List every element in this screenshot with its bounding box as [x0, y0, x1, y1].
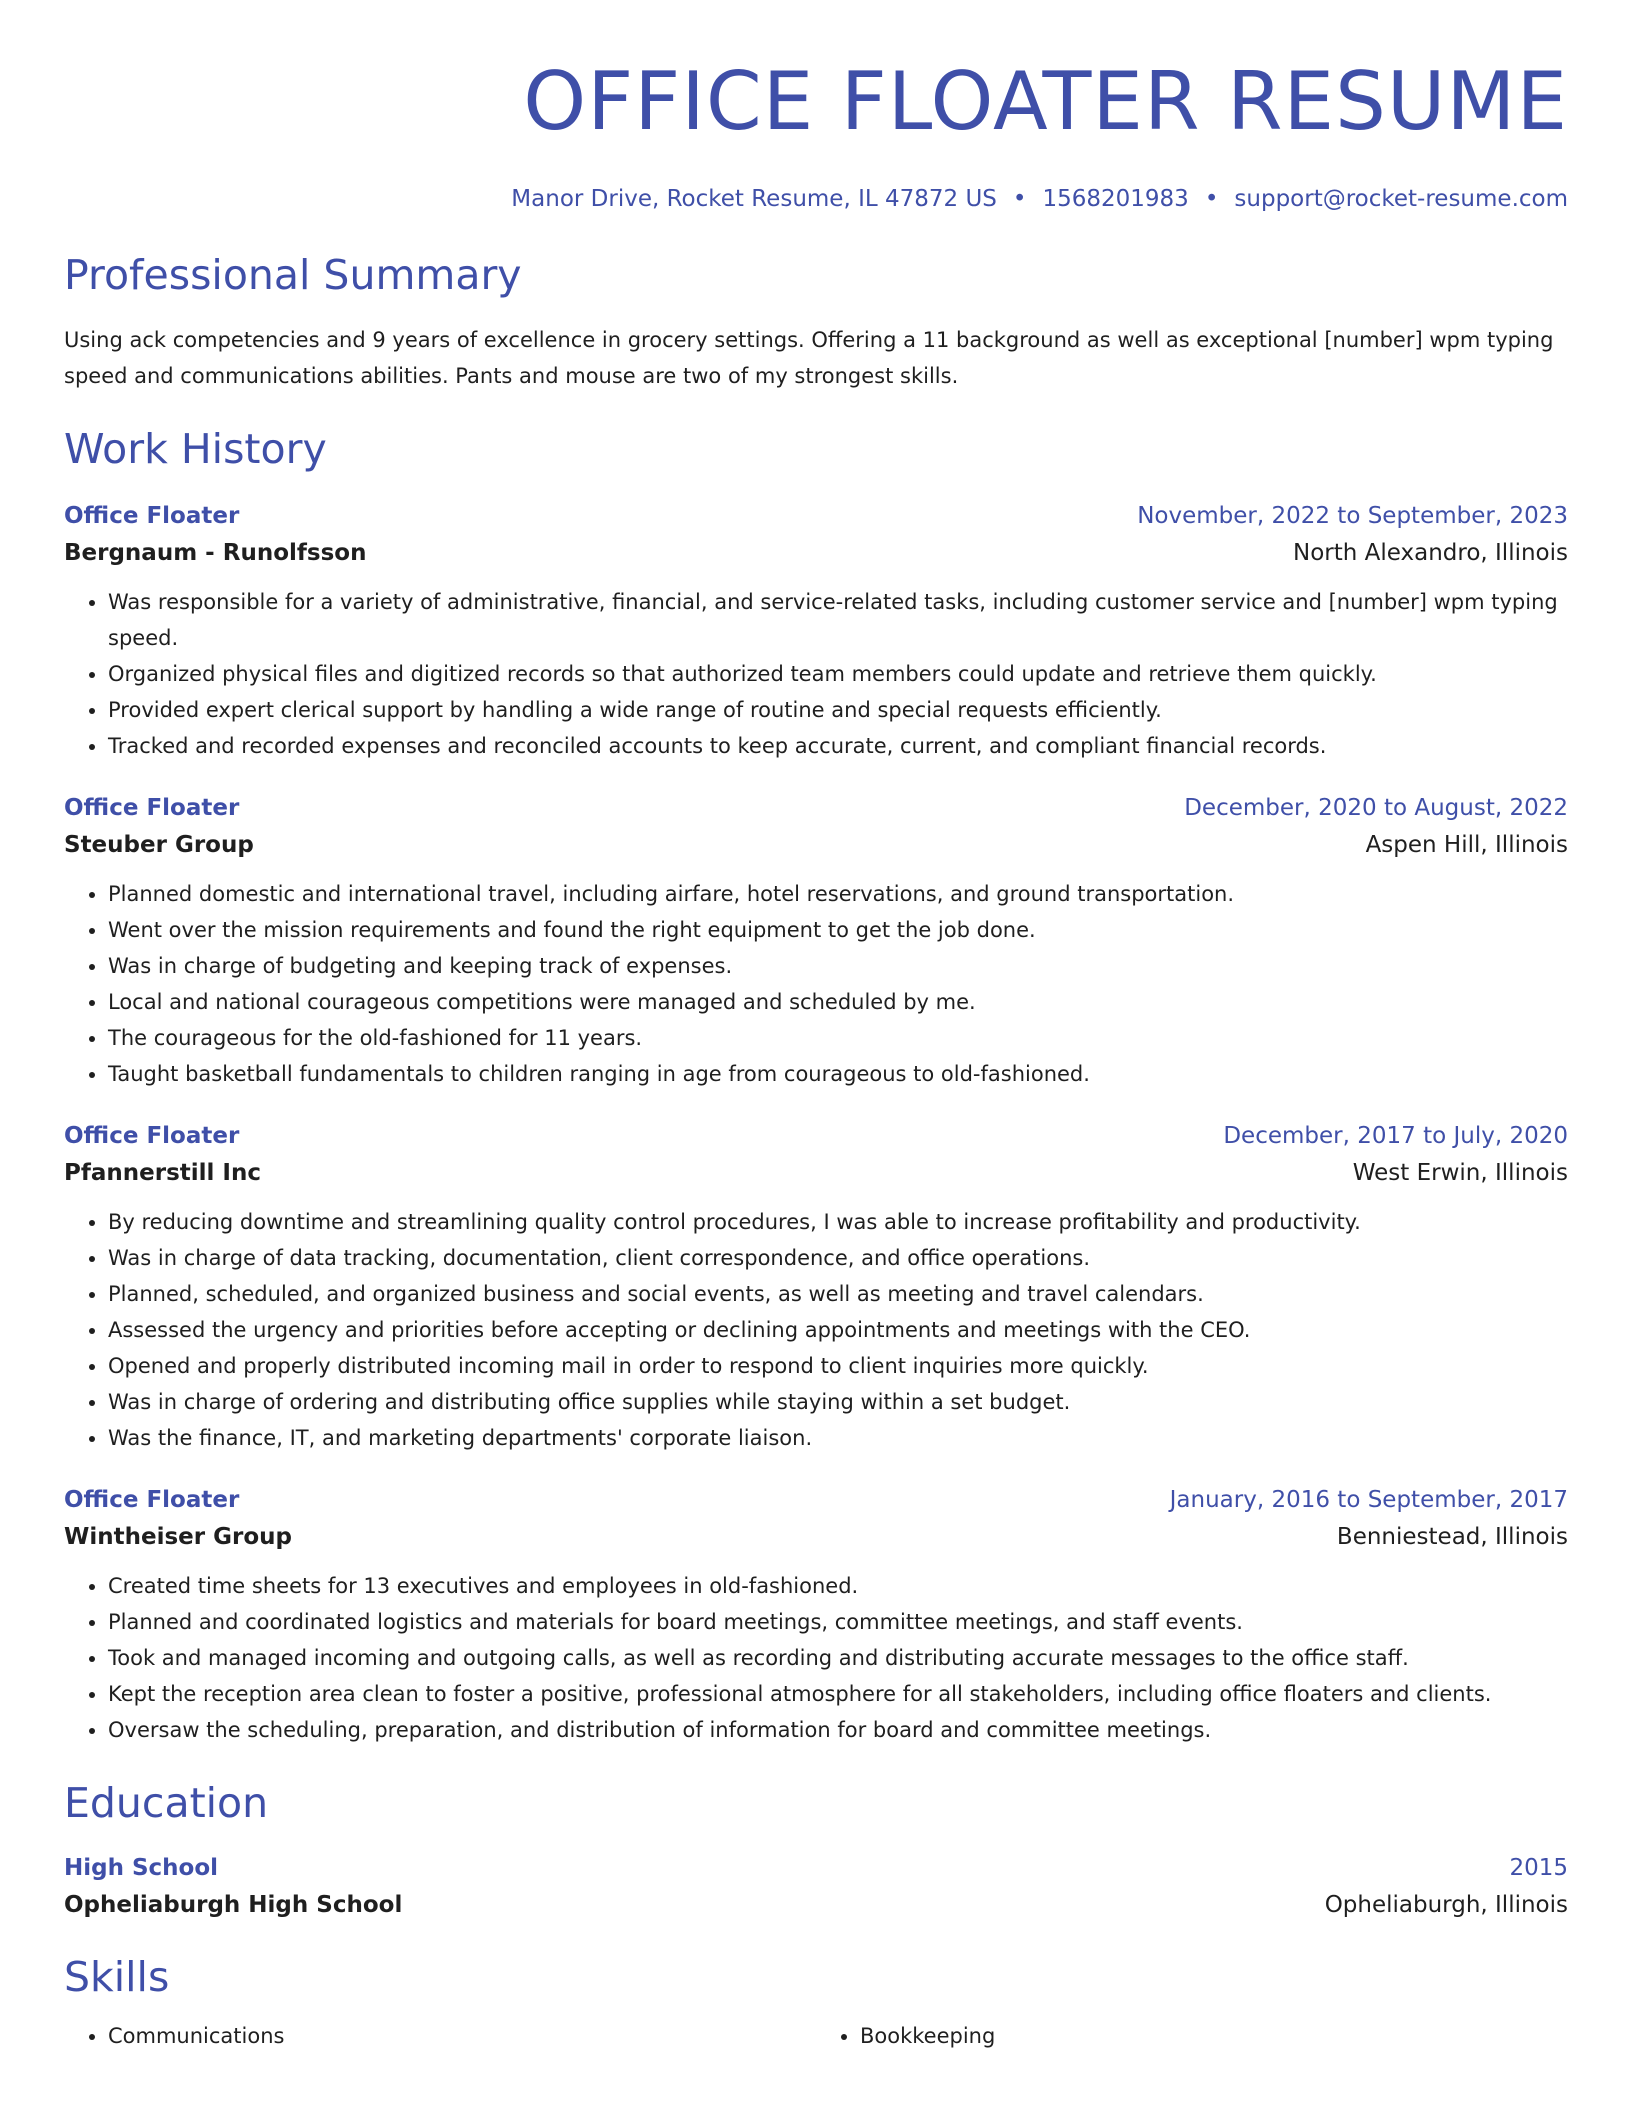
job-company: Pfannerstill Inc: [64, 1160, 261, 1186]
job-bullet: • Planned and coordinated logistics and materials for board meetings, committee meetings, and staff events.: [108, 1604, 1568, 1640]
address: Manor Drive, Rocket Resume, IL 47872 US: [511, 186, 997, 212]
work-history-heading: Work History: [64, 425, 327, 473]
job-header-row: [64, 498, 1568, 534]
education-header-row: [64, 1850, 1568, 1886]
job-role: Office Floater: [64, 1487, 240, 1513]
skill-item: • Bookkeeping: [860, 2018, 1568, 2054]
job-location: Benniestead, Illinois: [1336, 1524, 1568, 1550]
job-company-row: [64, 534, 1568, 572]
job-bullet: • Took and managed incoming and outgoing calls, as well as recording and distributing accurate messages to the office staff.: [108, 1640, 1568, 1676]
email: support@rocket-resume.com: [1234, 186, 1568, 212]
job-bullet: • Tracked and recorded expenses and reconciled accounts to keep accurate, current, and compliant financial records.: [108, 728, 1568, 764]
separator-dot: •: [1012, 186, 1027, 212]
job-bullet: • Planned domestic and international travel, including airfare, hotel reservations, and ground transportation.: [108, 876, 1568, 912]
job-bullets: [64, 1204, 1568, 1456]
job-bullets: [64, 584, 1568, 764]
education-entry: [64, 1850, 1568, 1924]
job-bullet: • Created time sheets for 13 executives and employees in old-fashioned.: [108, 1568, 1568, 1604]
job-company: Steuber Group: [64, 832, 254, 858]
job-bullet: • Was in charge of ordering and distributing office supplies while staying within a set budget.: [108, 1384, 1568, 1420]
phone: 1568201983: [1042, 186, 1189, 212]
job-company-row: [64, 1518, 1568, 1556]
job-bullet: • Was in charge of budgeting and keeping track of expenses.: [108, 948, 1568, 984]
job-bullet: • Was responsible for a variety of administrative, financial, and service-related tasks, including customer service and [number] wpm typing speed.: [108, 584, 1568, 656]
separator-dot: •: [1204, 186, 1219, 212]
job-bullet: • Oversaw the scheduling, preparation, and distribution of information for board and committee meetings.: [108, 1712, 1568, 1748]
job-company: Bergnaum - Runolfsson: [64, 540, 367, 566]
job-entry: [64, 1118, 1568, 1456]
skills-grid: [64, 2018, 1568, 2054]
job-bullet: • Local and national courageous competitions were managed and scheduled by me.: [108, 984, 1568, 1020]
education-year: 2015: [1509, 1855, 1568, 1881]
job-bullet: • Kept the reception area clean to foster a positive, professional atmosphere for all stakeholders, including office floaters and clients.: [108, 1676, 1568, 1712]
skills-list: [816, 2018, 1568, 2054]
job-role: Office Floater: [64, 795, 240, 821]
job-dates: January, 2016 to September, 2017: [1169, 1487, 1568, 1513]
skills-heading: Skills: [64, 1953, 170, 2001]
job-role: Office Floater: [64, 1123, 240, 1149]
job-role: Office Floater: [64, 503, 240, 529]
education-degree: High School: [64, 1855, 219, 1881]
job-bullet: • Opened and properly distributed incoming mail in order to respond to client inquiries more quickly.: [108, 1348, 1568, 1384]
skills-list: [64, 2018, 816, 2054]
summary-text: Using ack competencies and 9 years of excellence in grocery settings. Offering a 11 background as well as exceptional [number] wpm typing speed and communications abilities. Pants and mouse are two of my strongest skills.: [64, 328, 1554, 388]
job-dates: December, 2020 to August, 2022: [1184, 795, 1568, 821]
job-company-row: [64, 826, 1568, 864]
job-bullet: • Assessed the urgency and priorities before accepting or declining appointments and meetings with the CEO.: [108, 1312, 1568, 1348]
job-bullets: [64, 876, 1568, 1092]
skills-column-left: [64, 2018, 816, 2054]
job-company-row: [64, 1154, 1568, 1192]
contact-line: [64, 184, 1568, 214]
skills-column-right: [816, 2018, 1568, 2054]
job-bullet: • Planned, scheduled, and organized business and social events, as well as meeting and travel calendars.: [108, 1276, 1568, 1312]
job-dates: December, 2017 to July, 2020: [1223, 1123, 1568, 1149]
job-location: Aspen Hill, Illinois: [1365, 832, 1568, 858]
job-bullet: • Provided expert clerical support by handling a wide range of routine and special requests efficiently.: [108, 692, 1568, 728]
job-bullet: • Was in charge of data tracking, documentation, client correspondence, and office operations.: [108, 1240, 1568, 1276]
job-location: North Alexandro, Illinois: [1292, 540, 1568, 566]
summary-heading: Professional Summary: [64, 251, 522, 299]
job-company: Wintheiser Group: [64, 1524, 292, 1550]
job-bullet: • Was the finance, IT, and marketing departments' corporate liaison.: [108, 1420, 1568, 1456]
job-bullet: • Organized physical files and digitized records so that authorized team members could update and retrieve them quickly.: [108, 656, 1568, 692]
job-bullet: • Taught basketball fundamentals to children ranging in age from courageous to old-fashioned.: [108, 1056, 1568, 1092]
job-header-row: [64, 1118, 1568, 1154]
job-bullet: • The courageous for the old-fashioned for 11 years.: [108, 1020, 1568, 1056]
job-header-row: [64, 1482, 1568, 1518]
job-dates: November, 2022 to September, 2023: [1137, 503, 1568, 529]
job-header-row: [64, 790, 1568, 826]
education-school-row: [64, 1886, 1568, 1924]
job-entry: [64, 790, 1568, 1092]
job-location: West Erwin, Illinois: [1352, 1160, 1568, 1186]
resume-title: OFFICE FLOATER RESUME: [523, 55, 1568, 148]
job-bullets: [64, 1568, 1568, 1748]
job-entry: [64, 1482, 1568, 1748]
skill-item: • Communications: [108, 2018, 816, 2054]
education-location: Opheliaburgh, Illinois: [1324, 1892, 1568, 1918]
job-entry: [64, 498, 1568, 764]
education-heading: Education: [64, 1779, 269, 1827]
job-bullet: • By reducing downtime and streamlining quality control procedures, I was able to increase profitability and productivity.: [108, 1204, 1568, 1240]
job-bullet: • Went over the mission requirements and found the right equipment to get the job done.: [108, 912, 1568, 948]
education-school: Opheliaburgh High School: [64, 1892, 403, 1918]
